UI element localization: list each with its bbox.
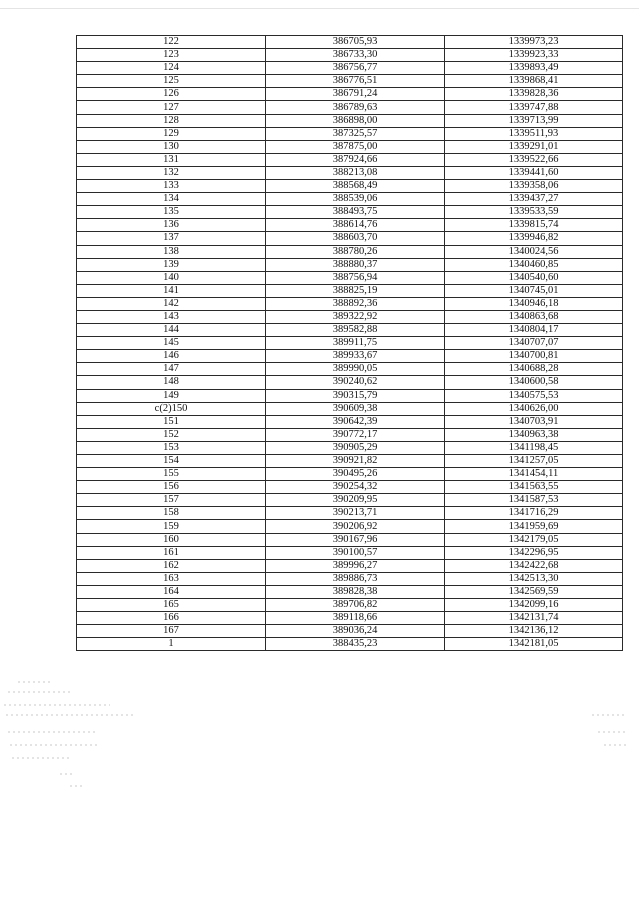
- y-coordinate-cell: 1340946,18: [445, 297, 623, 310]
- point-number-cell: 160: [77, 533, 266, 546]
- table-row: [77, 258, 623, 271]
- y-coordinate-cell: 1340688,28: [445, 363, 623, 376]
- x-coordinate-cell: 388603,70: [266, 232, 445, 245]
- y-coordinate-cell: 1339747,88: [445, 101, 623, 114]
- coordinates-table: [76, 35, 623, 651]
- point-number-cell: 153: [77, 441, 266, 454]
- x-coordinate-cell: 388756,94: [266, 271, 445, 284]
- y-coordinate-cell: 1340804,17: [445, 324, 623, 337]
- table-row: [77, 88, 623, 101]
- x-coordinate-cell: 390905,29: [266, 441, 445, 454]
- point-number-cell: 145: [77, 337, 266, 350]
- x-coordinate-cell: 390642,39: [266, 415, 445, 428]
- point-number-cell: 163: [77, 572, 266, 585]
- x-coordinate-cell: 389933,67: [266, 350, 445, 363]
- table-row: [77, 337, 623, 350]
- table-row: [77, 180, 623, 193]
- table-row: [77, 232, 623, 245]
- x-coordinate-cell: 388568,49: [266, 180, 445, 193]
- x-coordinate-cell: 390209,95: [266, 494, 445, 507]
- table-row: [77, 572, 623, 585]
- point-number-cell: 152: [77, 428, 266, 441]
- y-coordinate-cell: 1341959,69: [445, 520, 623, 533]
- x-coordinate-cell: 388892,36: [266, 297, 445, 310]
- x-coordinate-cell: 389886,73: [266, 572, 445, 585]
- x-coordinate-cell: 388213,08: [266, 166, 445, 179]
- table-row: [77, 153, 623, 166]
- table-row: [77, 507, 623, 520]
- x-coordinate-cell: 389582,88: [266, 324, 445, 337]
- y-coordinate-cell: 1340963,38: [445, 428, 623, 441]
- y-coordinate-cell: 1339358,06: [445, 180, 623, 193]
- point-number-cell: 166: [77, 612, 266, 625]
- x-coordinate-cell: 388539,06: [266, 193, 445, 206]
- y-coordinate-cell: 1342136,12: [445, 625, 623, 638]
- y-coordinate-cell: 1340575,53: [445, 389, 623, 402]
- table-row: [77, 114, 623, 127]
- y-coordinate-cell: 1339522,66: [445, 153, 623, 166]
- table-row: [77, 284, 623, 297]
- point-number-cell: 157: [77, 494, 266, 507]
- point-number-cell: 136: [77, 219, 266, 232]
- y-coordinate-cell: 1340703,91: [445, 415, 623, 428]
- y-coordinate-cell: 1340745,01: [445, 284, 623, 297]
- y-coordinate-cell: 1339946,82: [445, 232, 623, 245]
- x-coordinate-cell: 386791,24: [266, 88, 445, 101]
- point-number-cell: 161: [77, 546, 266, 559]
- y-coordinate-cell: 1341716,29: [445, 507, 623, 520]
- table-row: [77, 533, 623, 546]
- y-coordinate-cell: 1340863,68: [445, 310, 623, 323]
- y-coordinate-cell: 1340460,85: [445, 258, 623, 271]
- table-row: [77, 206, 623, 219]
- x-coordinate-cell: 388493,75: [266, 206, 445, 219]
- y-coordinate-cell: 1342131,74: [445, 612, 623, 625]
- y-coordinate-cell: 1341587,53: [445, 494, 623, 507]
- y-coordinate-cell: 1339815,74: [445, 219, 623, 232]
- table-row: [77, 546, 623, 559]
- point-number-cell: 123: [77, 49, 266, 62]
- x-coordinate-cell: 389996,27: [266, 559, 445, 572]
- y-coordinate-cell: 1342296,95: [445, 546, 623, 559]
- table-row: [77, 166, 623, 179]
- x-coordinate-cell: 388880,37: [266, 258, 445, 271]
- point-number-cell: 162: [77, 559, 266, 572]
- y-coordinate-cell: 1341257,05: [445, 455, 623, 468]
- x-coordinate-cell: 390495,26: [266, 468, 445, 481]
- table-row: [77, 494, 623, 507]
- table-row: [77, 625, 623, 638]
- y-coordinate-cell: 1342513,30: [445, 572, 623, 585]
- point-number-cell: 142: [77, 297, 266, 310]
- y-coordinate-cell: 1339868,41: [445, 75, 623, 88]
- x-coordinate-cell: 388435,23: [266, 638, 445, 651]
- table-row: [77, 455, 623, 468]
- y-coordinate-cell: 1339291,01: [445, 140, 623, 153]
- y-coordinate-cell: 1342569,59: [445, 585, 623, 598]
- table-row: [77, 219, 623, 232]
- y-coordinate-cell: 1339893,49: [445, 62, 623, 75]
- table-row: [77, 101, 623, 114]
- table-row: [77, 638, 623, 651]
- y-coordinate-cell: 1341454,11: [445, 468, 623, 481]
- x-coordinate-cell: 386705,93: [266, 36, 445, 49]
- point-number-cell: 159: [77, 520, 266, 533]
- table-row: [77, 468, 623, 481]
- x-coordinate-cell: 390167,96: [266, 533, 445, 546]
- x-coordinate-cell: 390240,62: [266, 376, 445, 389]
- x-coordinate-cell: 389911,75: [266, 337, 445, 350]
- y-coordinate-cell: 1339511,93: [445, 127, 623, 140]
- x-coordinate-cell: 389036,24: [266, 625, 445, 638]
- y-coordinate-cell: 1339973,23: [445, 36, 623, 49]
- x-coordinate-cell: 390315,79: [266, 389, 445, 402]
- x-coordinate-cell: 387875,00: [266, 140, 445, 153]
- y-coordinate-cell: 1342099,16: [445, 599, 623, 612]
- x-coordinate-cell: 389322,92: [266, 310, 445, 323]
- table-row: [77, 140, 623, 153]
- y-coordinate-cell: 1340626,00: [445, 402, 623, 415]
- point-number-cell: 144: [77, 324, 266, 337]
- point-number-cell: 148: [77, 376, 266, 389]
- point-number-cell: 129: [77, 127, 266, 140]
- point-number-cell: 133: [77, 180, 266, 193]
- table-row: [77, 599, 623, 612]
- x-coordinate-cell: 389828,38: [266, 585, 445, 598]
- table-row: [77, 193, 623, 206]
- point-number-cell: 156: [77, 481, 266, 494]
- y-coordinate-cell: 1341563,55: [445, 481, 623, 494]
- x-coordinate-cell: 388780,26: [266, 245, 445, 258]
- x-coordinate-cell: 390772,17: [266, 428, 445, 441]
- x-coordinate-cell: 389706,82: [266, 599, 445, 612]
- point-number-cell: 140: [77, 271, 266, 284]
- y-coordinate-cell: 1342179,05: [445, 533, 623, 546]
- x-coordinate-cell: 389118,66: [266, 612, 445, 625]
- x-coordinate-cell: 388614,76: [266, 219, 445, 232]
- y-coordinate-cell: 1341198,45: [445, 441, 623, 454]
- table-row: [77, 36, 623, 49]
- x-coordinate-cell: 389990,05: [266, 363, 445, 376]
- point-number-cell: 137: [77, 232, 266, 245]
- point-number-cell: 122: [77, 36, 266, 49]
- table-row: [77, 363, 623, 376]
- point-number-cell: 165: [77, 599, 266, 612]
- x-coordinate-cell: 388825,19: [266, 284, 445, 297]
- x-coordinate-cell: 390609,38: [266, 402, 445, 415]
- point-number-cell: 149: [77, 389, 266, 402]
- point-number-cell: 130: [77, 140, 266, 153]
- y-coordinate-cell: 1339828,36: [445, 88, 623, 101]
- point-number-cell: 128: [77, 114, 266, 127]
- y-coordinate-cell: 1340700,81: [445, 350, 623, 363]
- table-row: [77, 481, 623, 494]
- y-coordinate-cell: 1340707,07: [445, 337, 623, 350]
- point-number-cell: 134: [77, 193, 266, 206]
- page-top-edge: [0, 8, 639, 9]
- table-row: [77, 350, 623, 363]
- y-coordinate-cell: 1339437,27: [445, 193, 623, 206]
- y-coordinate-cell: 1340540,60: [445, 271, 623, 284]
- y-coordinate-cell: 1339533,59: [445, 206, 623, 219]
- x-coordinate-cell: 390206,92: [266, 520, 445, 533]
- table-row: [77, 389, 623, 402]
- table-row: [77, 415, 623, 428]
- x-coordinate-cell: 386733,30: [266, 49, 445, 62]
- x-coordinate-cell: 390921,82: [266, 455, 445, 468]
- x-coordinate-cell: 386756,77: [266, 62, 445, 75]
- point-number-cell: 124: [77, 62, 266, 75]
- point-number-cell: 138: [77, 245, 266, 258]
- point-number-cell: 125: [77, 75, 266, 88]
- table-row: [77, 75, 623, 88]
- point-number-cell: 143: [77, 310, 266, 323]
- y-coordinate-cell: 1339713,99: [445, 114, 623, 127]
- coordinates-table-body: [77, 36, 623, 651]
- point-number-cell: 131: [77, 153, 266, 166]
- point-number-cell: 1: [77, 638, 266, 651]
- table-row: [77, 245, 623, 258]
- point-number-cell: 147: [77, 363, 266, 376]
- table-row: [77, 428, 623, 441]
- table-row: [77, 612, 623, 625]
- point-number-cell: 155: [77, 468, 266, 481]
- point-number-cell: 151: [77, 415, 266, 428]
- y-coordinate-cell: 1339441,60: [445, 166, 623, 179]
- table-row: [77, 441, 623, 454]
- table-row: [77, 271, 623, 284]
- table-row: [77, 376, 623, 389]
- y-coordinate-cell: 1342181,05: [445, 638, 623, 651]
- y-coordinate-cell: 1342422,68: [445, 559, 623, 572]
- point-number-cell: 146: [77, 350, 266, 363]
- table-row: [77, 402, 623, 415]
- x-coordinate-cell: 390254,32: [266, 481, 445, 494]
- y-coordinate-cell: 1339923,33: [445, 49, 623, 62]
- table-row: [77, 585, 623, 598]
- scan-artifacts: [0, 670, 639, 820]
- point-number-cell: 127: [77, 101, 266, 114]
- table-row: [77, 324, 623, 337]
- y-coordinate-cell: 1340600,58: [445, 376, 623, 389]
- point-number-cell: c(2)150: [77, 402, 266, 415]
- point-number-cell: 164: [77, 585, 266, 598]
- x-coordinate-cell: 387325,57: [266, 127, 445, 140]
- table-row: [77, 310, 623, 323]
- table-row: [77, 62, 623, 75]
- x-coordinate-cell: 386898,00: [266, 114, 445, 127]
- y-coordinate-cell: 1340024,56: [445, 245, 623, 258]
- point-number-cell: 139: [77, 258, 266, 271]
- x-coordinate-cell: 387924,66: [266, 153, 445, 166]
- table-row: [77, 520, 623, 533]
- point-number-cell: 135: [77, 206, 266, 219]
- x-coordinate-cell: 386789,63: [266, 101, 445, 114]
- point-number-cell: 141: [77, 284, 266, 297]
- x-coordinate-cell: 390213,71: [266, 507, 445, 520]
- table-row: [77, 127, 623, 140]
- point-number-cell: 158: [77, 507, 266, 520]
- table-row: [77, 49, 623, 62]
- point-number-cell: 126: [77, 88, 266, 101]
- table-row: [77, 297, 623, 310]
- point-number-cell: 132: [77, 166, 266, 179]
- x-coordinate-cell: 386776,51: [266, 75, 445, 88]
- table-row: [77, 559, 623, 572]
- point-number-cell: 167: [77, 625, 266, 638]
- point-number-cell: 154: [77, 455, 266, 468]
- x-coordinate-cell: 390100,57: [266, 546, 445, 559]
